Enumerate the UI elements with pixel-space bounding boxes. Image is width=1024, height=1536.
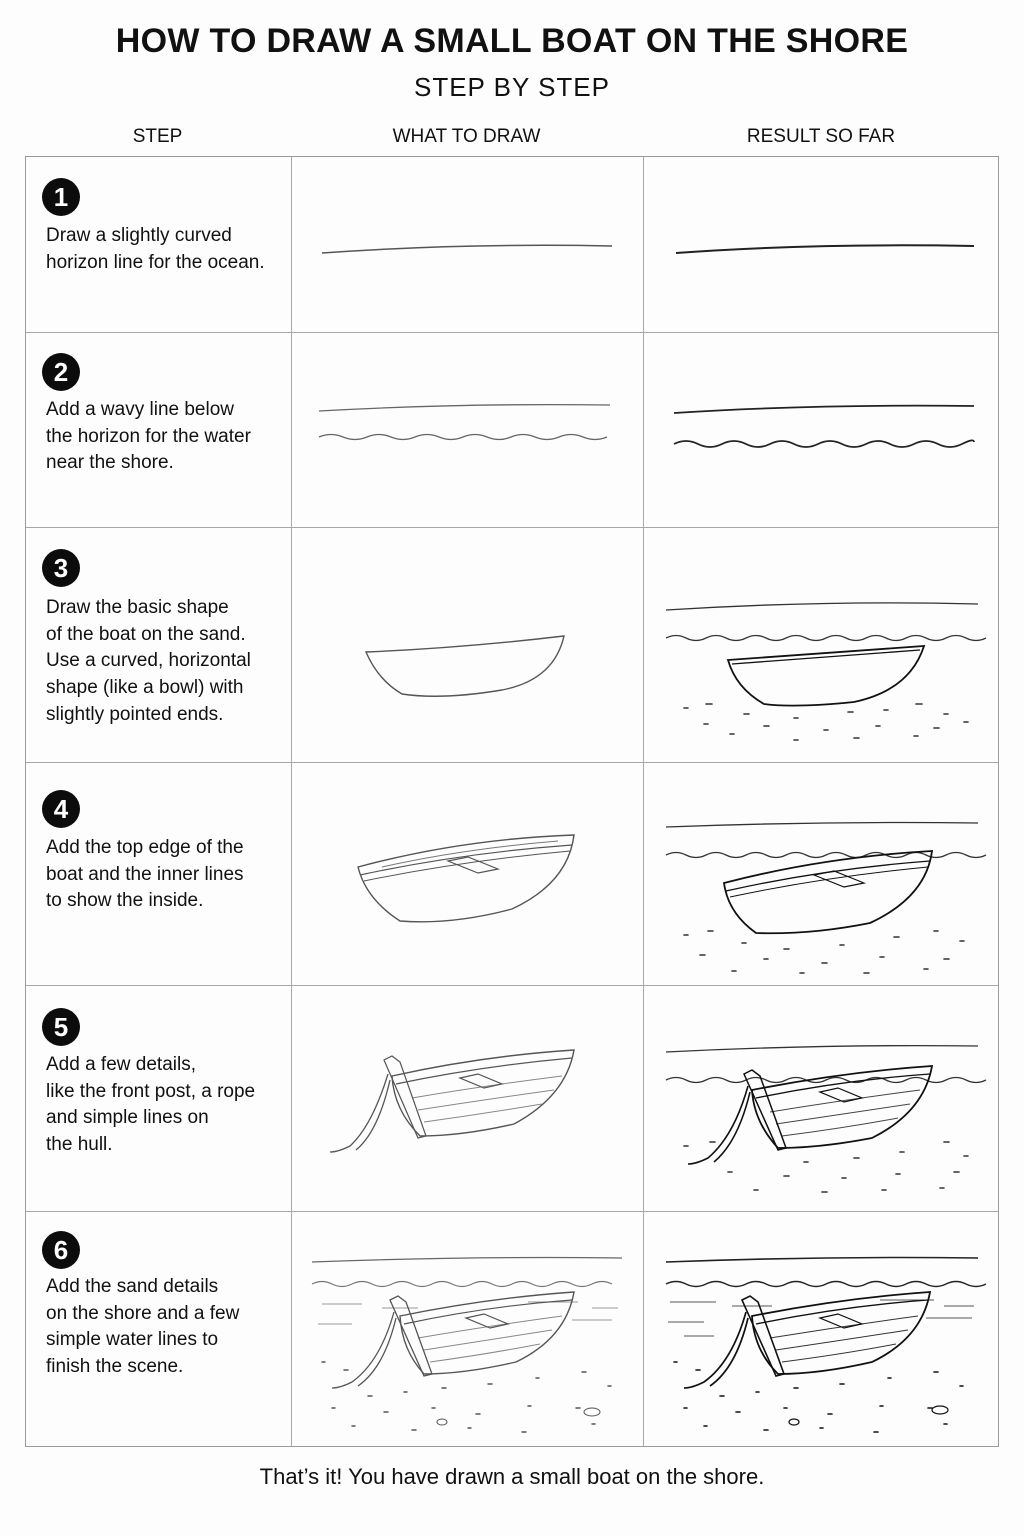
step-number-badge: 1 bbox=[42, 178, 80, 216]
what-to-draw-cell bbox=[292, 986, 644, 1211]
what-to-draw-cell bbox=[292, 528, 644, 762]
steps-table bbox=[25, 156, 999, 1447]
page-subtitle: STEP BY STEP bbox=[413, 72, 610, 102]
step-cell bbox=[26, 157, 292, 332]
step-row-2 bbox=[26, 333, 998, 528]
what-to-draw-cell bbox=[292, 333, 644, 527]
step-row-3 bbox=[26, 528, 998, 763]
column-header-result-so-far: RESULT SO FAR bbox=[746, 126, 896, 147]
result-so-far-cell bbox=[644, 763, 998, 985]
step-instruction: Add the top edge of the boat and the inner lines to show the inside. bbox=[46, 837, 244, 912]
result-so-far-cell bbox=[644, 1212, 998, 1446]
what-to-draw-cell bbox=[292, 763, 644, 985]
step-cell bbox=[26, 528, 292, 762]
step-number-badge: 3 bbox=[42, 549, 80, 587]
step-number-badge: 6 bbox=[42, 1231, 80, 1269]
step-row-5 bbox=[26, 986, 998, 1212]
boat-basic-shape-drawing bbox=[292, 528, 643, 762]
result-so-far-cell bbox=[644, 333, 998, 527]
column-header-what-to-draw: WHAT TO DRAW bbox=[392, 126, 541, 147]
result-drawing-step-4 bbox=[644, 763, 998, 985]
result-drawing-step-3 bbox=[644, 528, 998, 762]
result-so-far-cell bbox=[644, 986, 998, 1211]
step-row-1 bbox=[26, 157, 998, 333]
step-cell bbox=[26, 986, 292, 1211]
result-drawing-step-2 bbox=[644, 333, 998, 527]
step-instruction: Add a wavy line below the horizon for the water near the shore. bbox=[46, 399, 251, 474]
step-cell bbox=[26, 333, 292, 527]
step-number-badge: 5 bbox=[42, 1008, 80, 1046]
step-instruction: Draw the basic shape of the boat on the sand. Use a curved, horizontal shape (like a bowl) with slightly pointed ends. bbox=[46, 597, 251, 725]
step-number-badge: 2 bbox=[42, 353, 80, 391]
step-instruction: Add a few details, like the front post, a rope and simple lines on the hull. bbox=[46, 1054, 256, 1156]
what-to-draw-cell bbox=[292, 1212, 644, 1446]
step-row-6 bbox=[26, 1212, 998, 1446]
wavy-water-line-drawing bbox=[292, 333, 643, 527]
step-row-4 bbox=[26, 763, 998, 986]
result-drawing-step-1 bbox=[644, 157, 998, 332]
what-to-draw-cell bbox=[292, 157, 644, 332]
result-so-far-cell bbox=[644, 157, 998, 332]
horizon-line-drawing bbox=[292, 157, 643, 332]
step-number-badge: 4 bbox=[42, 790, 80, 828]
step-cell bbox=[26, 1212, 292, 1446]
sand-and-water-details-drawing bbox=[292, 1212, 643, 1446]
boat-details-drawing bbox=[292, 986, 643, 1211]
result-drawing-step-6 bbox=[644, 1212, 998, 1446]
step-instruction: Draw a slightly curved horizon line for the ocean. bbox=[46, 225, 265, 273]
step-instruction: Add the sand details on the shore and a few simple water lines to finish the scene. bbox=[46, 1276, 240, 1378]
closing-message: That’s it! You have drawn a small boat on the shore. bbox=[259, 1464, 765, 1489]
result-drawing-step-5 bbox=[644, 986, 998, 1211]
result-so-far-cell bbox=[644, 528, 998, 762]
step-cell bbox=[26, 763, 292, 985]
column-header-step: STEP bbox=[132, 126, 183, 147]
page-title: HOW TO DRAW A SMALL BOAT ON THE SHORE bbox=[115, 22, 909, 60]
boat-top-edge-drawing bbox=[292, 763, 643, 985]
